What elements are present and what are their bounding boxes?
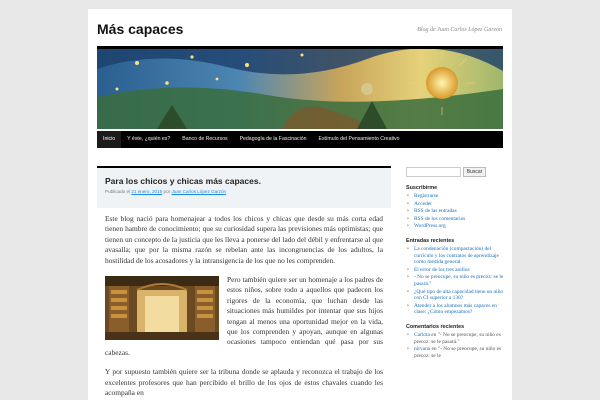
post-content <box>97 208 391 400</box>
post <box>97 166 391 400</box>
site-title[interactable]: Más capaces <box>97 21 184 37</box>
widget-entradas-recientes <box>406 238 506 316</box>
nav-item-estimulo[interactable]: Estímulo del Pensamiento Creativo <box>318 136 400 142</box>
comment-context: en "- No se preocupe, su niño es precoz: se le pasará." <box>414 331 501 345</box>
recent-post-link[interactable]: • Atender a los alumnos más capaces en clase: ¿Cómo empezamos? <box>406 303 506 316</box>
page <box>88 9 512 400</box>
widget-link-wordpress[interactable]: • WordPress.org <box>406 223 506 230</box>
widget-link-rss-entradas[interactable]: • RSS de las entradas <box>406 208 506 215</box>
nav-item-pedagogia[interactable]: Pedagogía de la Fascinación <box>239 136 307 142</box>
nav-item-banco-recursos[interactable]: Banco de Recursos <box>182 136 228 142</box>
library-photo-icon <box>105 276 219 340</box>
widget-title: Suscribirme <box>406 185 438 191</box>
comment-context: en "- No se preocupe, su niño es precoz: se le <box>414 346 502 359</box>
comment-author[interactable]: Carlota <box>414 331 430 338</box>
site-description: Blog de Juan Carlos López Garzón <box>417 27 502 33</box>
nav-item-inicio[interactable]: Inicio <box>97 131 121 148</box>
recent-post-link[interactable]: • El error de los tres anillos <box>406 267 506 274</box>
nav-item-quien-es[interactable]: Y éste, ¿quién es? <box>127 136 171 142</box>
flammarion-engraving-image <box>97 49 503 129</box>
post-paragraph: Y por supuesto también quiere ser la tribuna donde se aplauda y reconozca el trabajo de los excelentes profesores que han percibido el brillo de los ojos de estos chavales cuando les acompaña en <box>105 367 383 398</box>
comment-author[interactable]: nirvana <box>414 346 431 353</box>
search-input[interactable] <box>406 167 461 177</box>
recent-post-link[interactable]: • - No se preocupe, su niño es precoz: se le pasará." <box>406 274 506 287</box>
meta-prefix: Publicado el <box>105 189 131 194</box>
post-date-link[interactable]: 21 enero, 2015 <box>131 189 163 194</box>
post-author-link[interactable]: Juan Carlos López Garzón <box>171 189 227 194</box>
post-paragraph: Pero también quiere ser un homenaje a los padres de estos niños, sobre todo a aquellos que padecen los rigores de la economía, que luchan desde las situaciones más humildes por intentar que sus hijos tengan al menos una oportunidad mejor en la vida, que los comprenden y apoyan, aunque en algunas ocasiones tampoco entiendan qué pasa por sus cabezas. <box>105 275 383 357</box>
widget-suscribirme <box>406 185 506 230</box>
recent-post-link[interactable]: • ¿Qué tipo de alta capacidad tiene un niño con CI superior a 130? <box>406 289 506 302</box>
post-header <box>97 168 391 208</box>
widget-title: Entradas recientes <box>406 237 455 244</box>
post-title[interactable]: Para los chicos y chicas más capaces. <box>105 176 261 186</box>
recent-comment[interactable] <box>406 332 506 345</box>
widget-comentarios-recientes <box>406 324 506 359</box>
recent-comment[interactable] <box>406 346 506 359</box>
widget-link-rss-comentarios[interactable]: • RSS de los comentarios <box>406 216 506 223</box>
header-banner[interactable] <box>97 46 503 129</box>
sidebar <box>406 166 506 360</box>
post-meta <box>105 189 383 194</box>
main-navigation <box>97 131 503 148</box>
widget-title: Comentarios recientes <box>406 323 465 330</box>
search-form <box>406 166 506 177</box>
search-button[interactable]: Buscar <box>463 167 486 177</box>
recent-post-link[interactable]: • La condenación (compactación) del currículo y los contratos de aprendizaje como medida general. <box>406 246 506 266</box>
widget-link-registrarse[interactable]: • Registrarse <box>406 193 506 200</box>
meta-by: por <box>163 189 171 194</box>
post-paragraph: Este blog nació para homenajear a todos los chicos y chicas que desde su más corta edad tienen hambre de conocimiento; que su curiosidad supera las previsiones más optimistas; que tienen un concepto de la justicia que les lleva a ponerse del lado del débil y enfrentarse al que avasalla; que por la misma razón se rebelan ante las incongruencias de los adultos, la hostilidad de los acosadores y la intransigencia de los que no les comprenden. <box>105 214 383 265</box>
widget-link-acceder[interactable]: • Acceder <box>406 201 506 208</box>
